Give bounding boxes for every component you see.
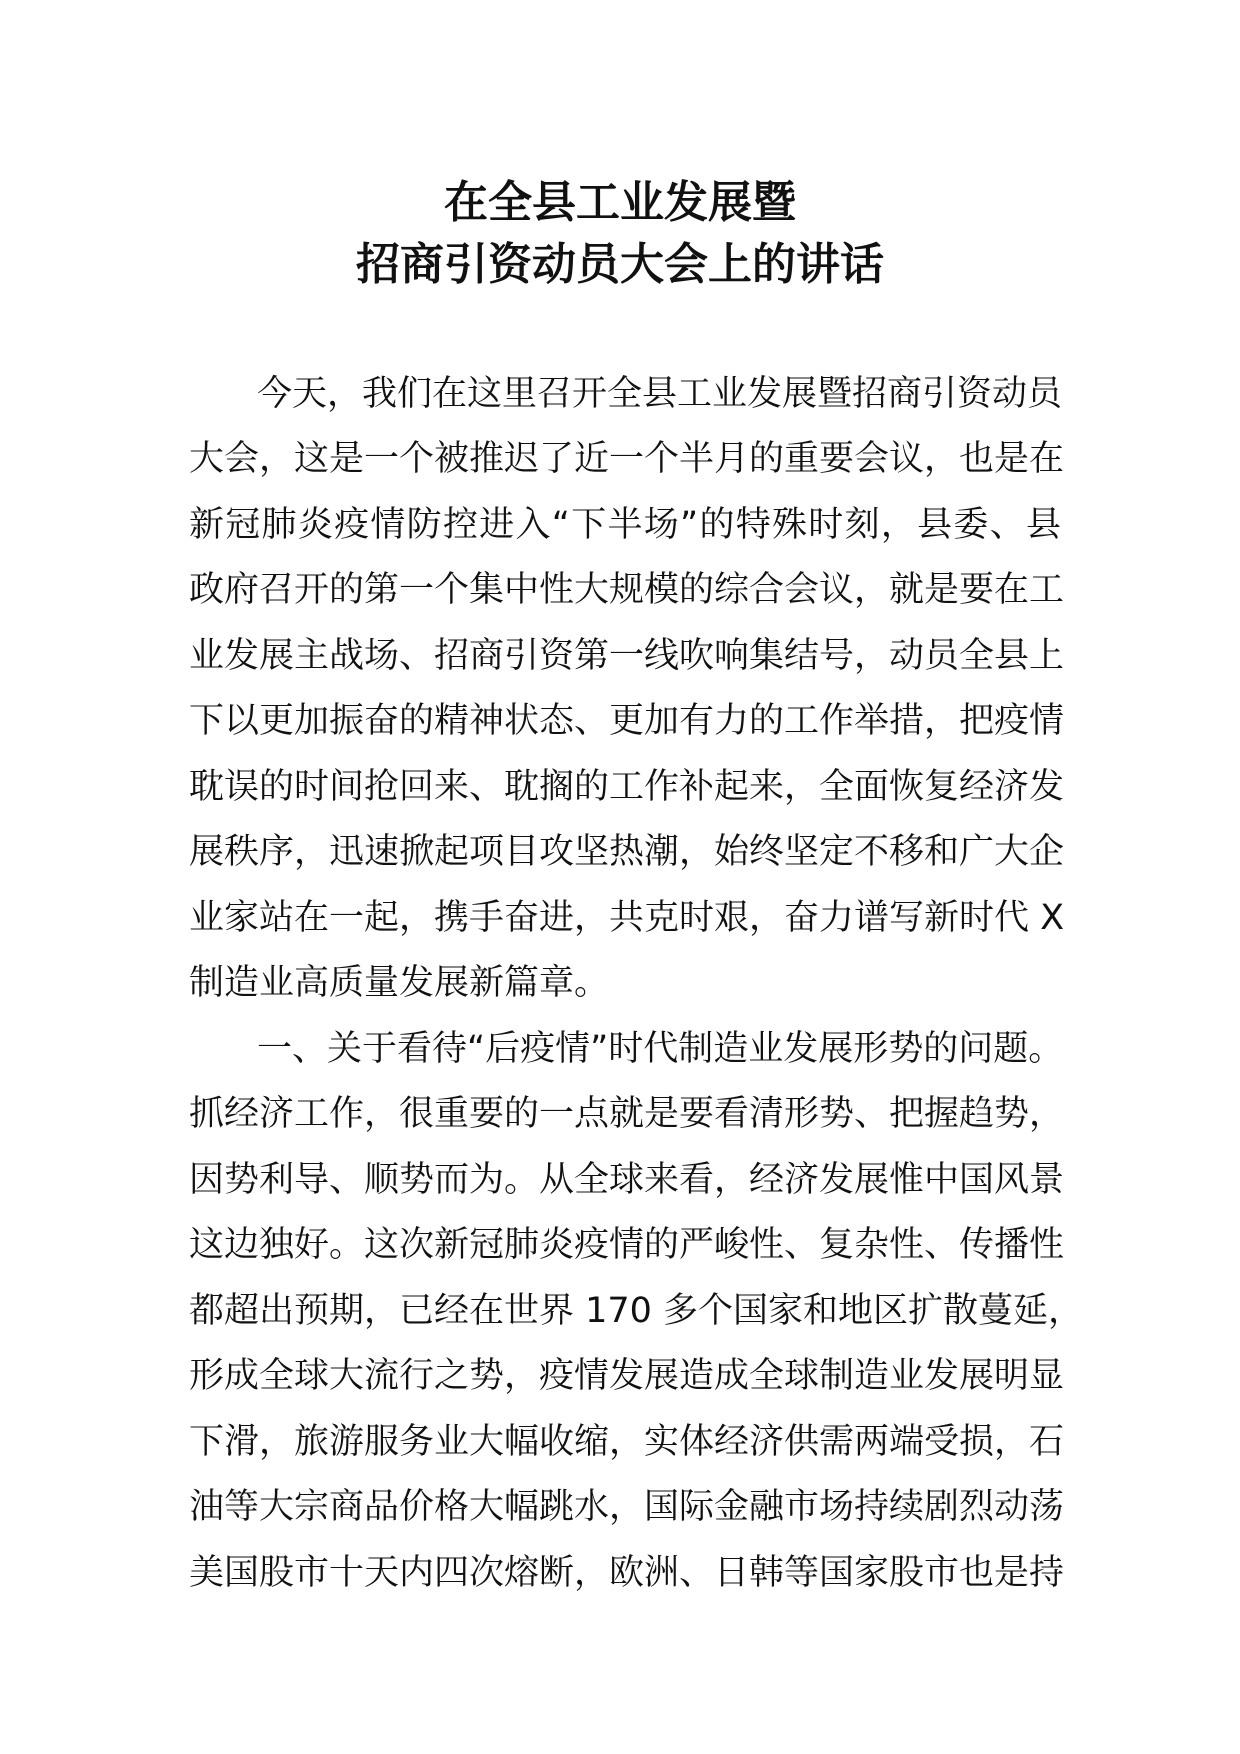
text-line: 下以更加振奋的精神状态、更加有力的工作举措，把疫情	[189, 701, 1065, 741]
text-line: 政府召开的第一个集中性大规模的综合会议，就是要在工	[189, 570, 1065, 610]
text-line: 业发展主战场、招商引资第一线吹响集结号，动员全县上	[189, 636, 1065, 676]
text-line: 抓经济工作，很重要的一点就是要看清形势、把握趋势，	[189, 1094, 1065, 1134]
text-line: 油等大宗商品价格大幅跳水，国际金融市场持续剧烈动荡	[189, 1487, 1065, 1527]
text-line: 业家站在一起，携手奋进，共克时艰，奋力谱写新时代 X	[189, 898, 1065, 938]
text-line: 今天，我们在这里召开全县工业发展暨招商引资动员	[257, 374, 1063, 414]
text-line: 都超出预期，已经在世界 170 多个国家和地区扩散蔓延，	[189, 1291, 1084, 1331]
document-title-line-1: 在全县工业发展暨	[444, 177, 796, 228]
text-line: 制造业高质量发展新篇章。	[189, 963, 610, 1003]
text-line: 因势利导、顺势而为。从全球来看，经济发展惟中国风景	[189, 1160, 1065, 1200]
text-line: 展秩序，迅速掀起项目攻坚热潮，始终坚定不移和广大企	[189, 832, 1065, 872]
text-line: 下滑，旅游服务业大幅收缩，实体经济供需两端受损，石	[189, 1422, 1065, 1462]
text-line: 耽误的时间抢回来、耽搁的工作补起来，全面恢复经济发	[189, 767, 1065, 807]
document-title-line-2: 招商引资动员大会上的讲话	[356, 239, 884, 290]
text-line: 美国股市十天内四次熔断，欧洲、日韩等国家股市也是持	[189, 1553, 1065, 1593]
text-line: 大会，这是一个被推迟了近一个半月的重要会议，也是在	[189, 439, 1065, 479]
text-line: 这边独好。这次新冠肺炎疫情的严峻性、复杂性、传播性	[189, 1225, 1065, 1265]
text-line: 形成全球大流行之势，疫情发展造成全球制造业发展明显	[189, 1356, 1065, 1396]
text-line: 新冠肺炎疫情防控进入“下半场”的特殊时刻，县委、县	[189, 505, 1061, 545]
section-heading-line: 一、关于看待“后疫情”时代制造业发展形势的问题。	[257, 1029, 1064, 1069]
